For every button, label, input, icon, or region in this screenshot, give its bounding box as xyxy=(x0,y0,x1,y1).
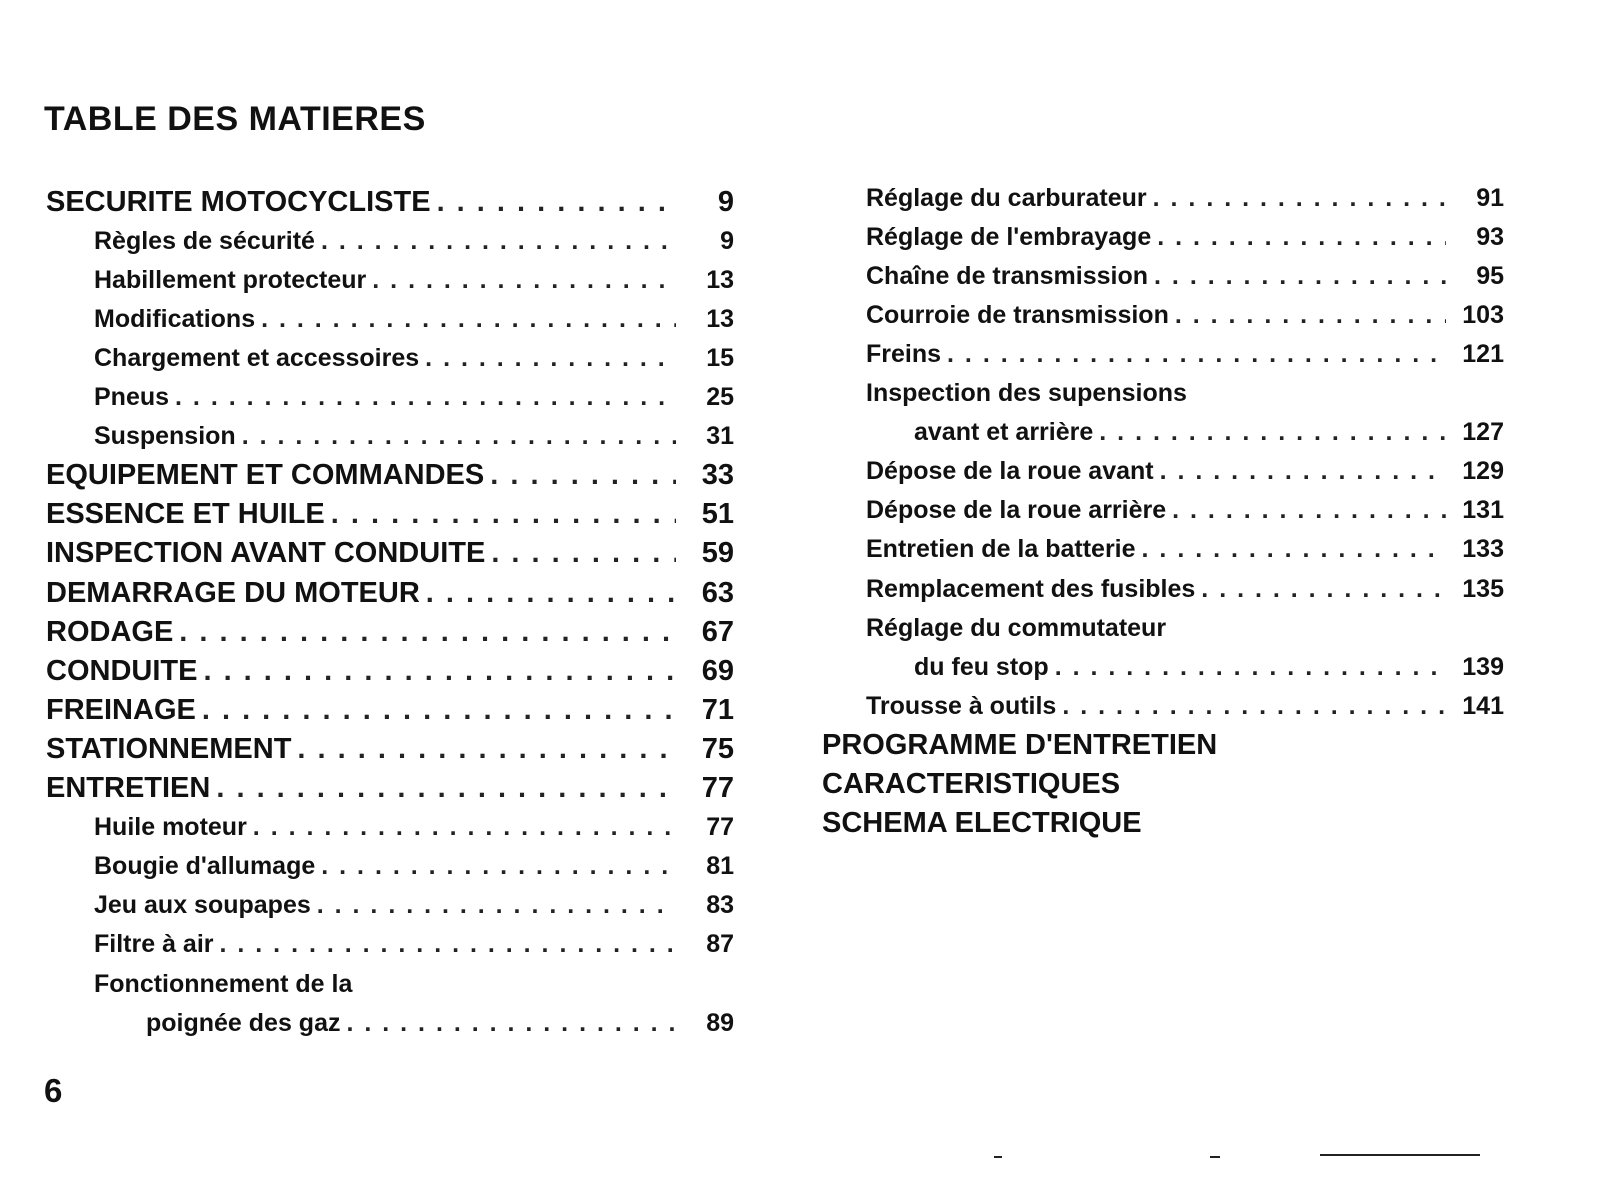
toc-entry-page: 67 xyxy=(701,615,734,648)
toc-entry xyxy=(866,178,1504,218)
toc-entry xyxy=(866,295,1504,335)
toc-entry-title: Chargement et accessoires xyxy=(94,343,420,372)
toc-entry xyxy=(866,491,1504,531)
toc-entry-title: Inspection des supensions xyxy=(866,379,1187,407)
toc-entry-title: STATIONNEMENT xyxy=(46,732,292,765)
toc-entry-title: Courroie de transmission xyxy=(866,300,1169,329)
dot-leader xyxy=(1142,535,1446,564)
toc-entry-page: 89 xyxy=(706,1008,734,1037)
toc-entry-title: Réglage du carburateur xyxy=(866,183,1147,212)
toc-entry-page: 51 xyxy=(701,498,734,531)
toc-entry-page: 83 xyxy=(706,891,734,920)
toc-entry-title: Réglage de l'embrayage xyxy=(866,222,1152,251)
toc-entry-title: Fonctionnement de la xyxy=(94,969,353,998)
toc-entry xyxy=(866,334,1504,374)
toc-entry-title: avant et arrière xyxy=(914,418,1094,447)
toc-entry-page: 103 xyxy=(1462,300,1504,329)
toc-entry-page: 63 xyxy=(701,576,734,609)
toc-entry-title: PROGRAMME D'ENTRETIEN xyxy=(822,728,1218,761)
toc-entry-page: 91 xyxy=(1476,183,1504,212)
dot-leader xyxy=(1154,262,1446,291)
toc-entry-title: CONDUITE xyxy=(46,654,198,687)
toc-entry-title: Modifications xyxy=(94,304,256,333)
toc-entry-title: Remplacement des fusibles xyxy=(866,574,1196,603)
toc-entry-title: Jeu aux soupapes xyxy=(94,891,311,920)
toc-entry-title: Réglage du commutateur xyxy=(866,613,1167,642)
toc-entry xyxy=(866,217,1504,257)
dot-leader xyxy=(1160,457,1446,486)
toc-entry-page: 139 xyxy=(1462,652,1504,681)
toc-entry-page: 141 xyxy=(1462,691,1504,720)
toc-entry-title: ESSENCE ET HUILE xyxy=(46,498,325,531)
toc-entry-title: Chaîne de transmission xyxy=(866,261,1149,290)
toc-entry-title: CARACTERISTIQUES xyxy=(822,768,1121,800)
dot-leader xyxy=(1099,418,1446,447)
toc-entry-page: 13 xyxy=(706,304,734,333)
toc-entry xyxy=(866,374,1187,414)
toc-entry-page: 25 xyxy=(706,383,734,411)
toc-entry-title: DEMARRAGE DU MOTEUR xyxy=(46,576,420,609)
toc-entry-page: 121 xyxy=(1462,339,1504,368)
toc-entry-title: SCHEMA ELECTRIQUE xyxy=(822,807,1142,840)
toc-entry-title: FREINAGE xyxy=(46,693,196,726)
toc-entry-page: 129 xyxy=(1462,457,1504,486)
toc-entry-page: 87 xyxy=(706,930,734,959)
scan-mark xyxy=(1210,1156,1220,1158)
toc-entry-page: 133 xyxy=(1462,535,1504,564)
toc-entry-page: 127 xyxy=(1462,418,1504,447)
toc-entry-title: Dépose de la roue arrière xyxy=(866,496,1167,525)
toc-entry xyxy=(822,804,1142,844)
toc-entry-title: Filtre à air xyxy=(94,930,214,959)
dot-leader xyxy=(1201,575,1446,604)
page-number: 6 xyxy=(44,1072,63,1109)
toc-entry xyxy=(866,569,1504,609)
scan-mark xyxy=(994,1156,1002,1158)
toc-entry xyxy=(866,452,1504,492)
dot-leader xyxy=(947,340,1446,369)
toc-entry-page: 9 xyxy=(717,185,734,218)
toc-entry-title: Entretien de la batterie xyxy=(866,535,1136,564)
toc-entry-page: 9 xyxy=(720,226,734,255)
toc-entry-title: Pneus xyxy=(94,383,170,411)
toc-entry xyxy=(914,647,1504,687)
toc-entry-title: EQUIPEMENT ET COMMANDES xyxy=(46,459,485,492)
toc-entry xyxy=(866,608,1166,648)
toc-entry xyxy=(866,530,1504,570)
toc-entry-page: 77 xyxy=(701,772,734,804)
toc-entry xyxy=(914,413,1504,453)
toc-entry-title: Bougie d'allumage xyxy=(94,852,316,881)
toc-entry-page: 77 xyxy=(706,813,734,842)
toc-entry-title: poignée des gaz xyxy=(146,1008,341,1037)
page-title: TABLE DES MATIERES xyxy=(44,100,426,138)
toc-entry-title: Dépose de la roue avant xyxy=(866,457,1154,486)
dot-leader xyxy=(1172,496,1446,525)
toc-entry xyxy=(822,765,1120,805)
toc-entry-title: SECURITE MOTOCYCLISTE xyxy=(46,185,431,218)
toc-entry-title: du feu stop xyxy=(914,652,1049,681)
toc-entry-page: 15 xyxy=(706,343,734,372)
toc-entry-page: 75 xyxy=(701,732,734,765)
toc-entry-page: 93 xyxy=(1476,222,1504,251)
dot-leader xyxy=(1055,653,1446,682)
dot-leader xyxy=(1153,184,1446,213)
toc-entry-title: RODAGE xyxy=(46,615,174,648)
toc-entry-page: 13 xyxy=(706,265,734,294)
dot-leader xyxy=(1157,223,1446,252)
toc-entry-title: Habillement protecteur xyxy=(94,265,367,294)
toc-entry-page: 69 xyxy=(701,654,734,687)
dot-leader xyxy=(1062,692,1446,721)
toc-entry-title: Règles de sécurité xyxy=(94,226,315,255)
toc-entry-title: Trousse à outils xyxy=(866,691,1057,720)
toc-entry xyxy=(866,256,1504,296)
toc-entry-page: 131 xyxy=(1462,496,1504,525)
dot-leader xyxy=(1175,301,1446,330)
scan-mark xyxy=(1320,1154,1480,1156)
toc-entry-page: 71 xyxy=(701,693,734,726)
toc-entry-page: 81 xyxy=(706,852,734,881)
toc-entry-title: Suspension xyxy=(94,422,236,451)
toc-entry xyxy=(866,686,1504,726)
toc-entry xyxy=(822,725,1217,765)
toc-entry-title: INSPECTION AVANT CONDUITE xyxy=(46,537,486,570)
toc-entry-title: Huile moteur xyxy=(94,813,247,842)
toc-entry-page: 59 xyxy=(701,537,734,570)
toc-entry-page: 135 xyxy=(1462,574,1504,603)
toc-entry-title: Freins xyxy=(866,339,942,368)
toc-entry-title: ENTRETIEN xyxy=(46,772,211,804)
toc-entry-page: 33 xyxy=(701,459,734,492)
toc-entry-page: 31 xyxy=(706,422,734,451)
toc-entry-page: 95 xyxy=(1476,261,1504,290)
